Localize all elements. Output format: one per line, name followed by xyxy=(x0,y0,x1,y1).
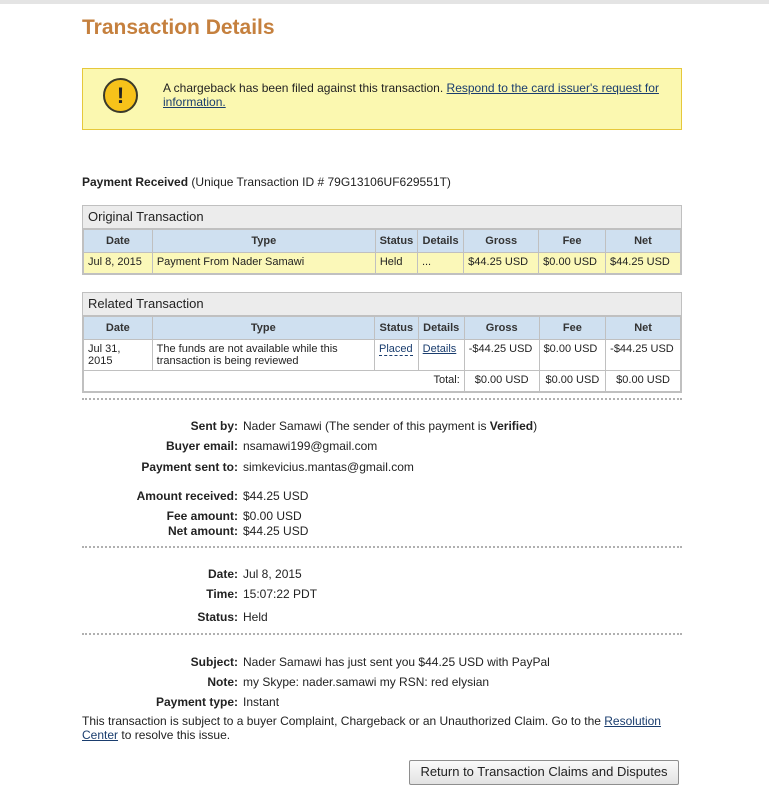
col-net: Net xyxy=(605,230,680,253)
payment-sent-to-value: simkevicius.mantas@gmail.com xyxy=(243,460,414,474)
original-transaction-title: Original Transaction xyxy=(83,206,681,229)
amount-received-label: Amount received: xyxy=(136,489,238,503)
related-transaction-box xyxy=(82,292,682,393)
subject-label: Subject: xyxy=(190,655,238,669)
time-label: Time: xyxy=(206,587,238,601)
col-status: Status xyxy=(374,317,418,340)
payment-received-heading xyxy=(82,175,451,189)
amount-received-value: $44.25 USD xyxy=(243,489,309,503)
original-transaction-box xyxy=(82,205,682,275)
table-header-row xyxy=(84,230,681,253)
fee-amount-label: Fee amount: xyxy=(166,509,238,523)
col-status: Status xyxy=(375,230,417,253)
payment-received-label: Payment Received xyxy=(82,175,189,189)
status-value: Held xyxy=(243,610,268,624)
row-fee: $0.00 USD xyxy=(539,253,606,274)
respond-link[interactable]: Respond to the card issuer's request for information. xyxy=(163,81,659,109)
net-amount-value: $44.25 USD xyxy=(243,524,309,538)
section-divider xyxy=(82,546,682,548)
alert-message xyxy=(163,81,673,109)
verified-status: Verified xyxy=(489,419,534,433)
sent-by-value: Nader Samawi (The sender of this payment is Verified) xyxy=(243,419,538,433)
chargeback-alert xyxy=(82,68,682,130)
return-to-claims-button[interactable]: Return to Transaction Claims and Disputes xyxy=(409,760,679,785)
col-date: Date xyxy=(84,230,153,253)
row-status xyxy=(374,340,418,371)
row-status: Held xyxy=(375,253,417,274)
time-value: 15:07:22 PDT xyxy=(243,587,318,601)
col-fee: Fee xyxy=(539,317,606,340)
col-fee: Fee xyxy=(539,230,606,253)
status-label: Status: xyxy=(197,610,238,624)
total-net: $0.00 USD xyxy=(606,371,681,392)
subject-value: Nader Samawi has just sent you $44.25 USD with PayPal xyxy=(243,655,550,669)
row-net: $44.25 USD xyxy=(605,253,680,274)
col-type: Type xyxy=(152,230,375,253)
original-transaction-table xyxy=(83,229,681,274)
payment-sent-to-label: Payment sent to: xyxy=(141,460,238,474)
col-details: Details xyxy=(417,230,463,253)
col-gross: Gross xyxy=(464,230,539,253)
section-divider xyxy=(82,398,682,400)
buyer-email-value: nsamawi199@gmail.com xyxy=(243,439,378,453)
table-header-row xyxy=(84,317,681,340)
row-details: ... xyxy=(417,253,463,274)
resolution-center-link[interactable]: Resolution Center xyxy=(82,714,661,742)
total-gross: $0.00 USD xyxy=(464,371,539,392)
total-row xyxy=(84,371,681,392)
row-details xyxy=(418,340,464,371)
warning-icon: ! xyxy=(103,78,138,113)
payment-type-value: Instant xyxy=(243,695,280,709)
note-label: Note: xyxy=(207,675,238,689)
payment-type-label: Payment type: xyxy=(155,695,238,709)
claim-notice-text: This transaction is subject to a buyer Complaint, Chargeback or an Unauthorized Claim. Go to the xyxy=(82,714,605,728)
related-transaction-title: Related Transaction xyxy=(83,293,681,316)
table-row xyxy=(84,340,681,371)
row-type: Payment From Nader Samawi xyxy=(152,253,375,274)
row-type: The funds are not available while this transaction is being reviewed xyxy=(152,340,374,371)
total-label: Total: xyxy=(84,371,465,392)
fee-amount-value: $0.00 USD xyxy=(243,509,302,523)
details-link[interactable]: Details xyxy=(422,343,457,355)
table-row xyxy=(84,253,681,274)
row-fee: $0.00 USD xyxy=(539,340,606,371)
buyer-email-label: Buyer email: xyxy=(165,439,238,453)
claim-notice-suffix: to resolve this issue. xyxy=(118,728,231,742)
alert-text: A chargeback has been filed against this transaction. xyxy=(163,81,444,95)
col-gross: Gross xyxy=(464,317,539,340)
total-fee: $0.00 USD xyxy=(539,371,606,392)
related-transaction-table xyxy=(83,316,681,392)
row-gross: $44.25 USD xyxy=(464,253,539,274)
col-net: Net xyxy=(606,317,681,340)
sent-by-label: Sent by: xyxy=(190,419,238,433)
placed-status-link[interactable]: Placed xyxy=(378,343,413,355)
row-date: Jul 31, 2015 xyxy=(84,340,153,371)
row-net: -$44.25 USD xyxy=(606,340,681,371)
page-title: Transaction Details xyxy=(82,16,275,39)
col-type: Type xyxy=(152,317,374,340)
col-details: Details xyxy=(418,317,464,340)
transaction-id: (Unique Transaction ID # 79G13106UF629551T) xyxy=(191,175,451,189)
row-gross: -$44.25 USD xyxy=(464,340,539,371)
date-label: Date: xyxy=(207,567,238,581)
row-date: Jul 8, 2015 xyxy=(84,253,153,274)
claim-notice xyxy=(82,714,682,742)
date-value: Jul 8, 2015 xyxy=(243,567,302,581)
top-border xyxy=(0,0,769,4)
section-divider xyxy=(82,633,682,635)
col-date: Date xyxy=(84,317,153,340)
note-value: my Skype: nader.samawi my RSN: red elysian xyxy=(243,675,490,689)
net-amount-label: Net amount: xyxy=(168,524,238,538)
